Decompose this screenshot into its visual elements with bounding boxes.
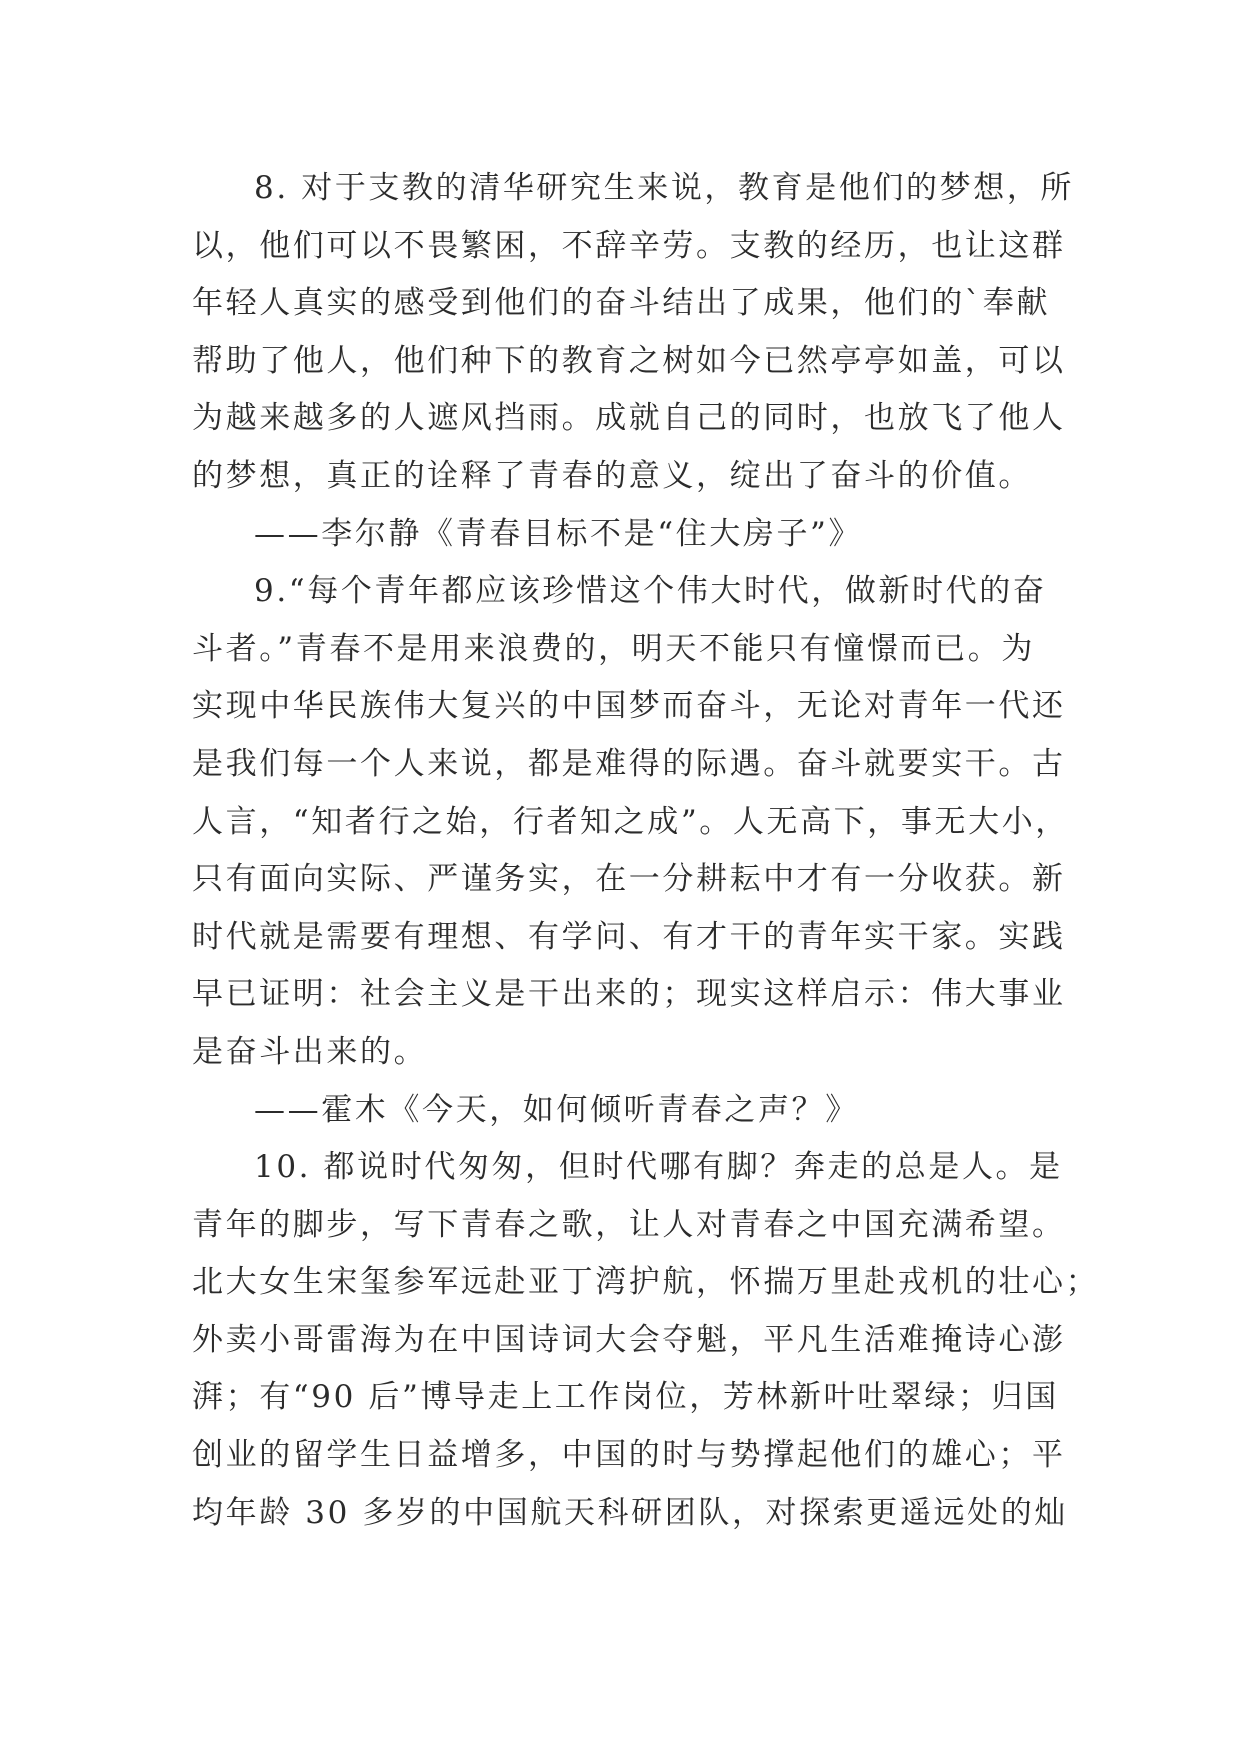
- paragraph-8-line-1: 8. 对于支教的清华研究生来说，教育是他们的梦想，所: [254, 170, 1075, 206]
- paragraph-8-line-6: 的梦想，真正的诠释了青春的意义，绽出了奋斗的价值。: [192, 457, 1032, 494]
- attribution-8: ——李尔静《青春目标不是“住大房子”》: [254, 515, 863, 552]
- paragraph-9-line-4: 是我们每一个人来说，都是难得的际遇。奋斗就要实干。古: [192, 745, 1066, 782]
- document-body: [192, 160, 1100, 1542]
- paragraph-9-line-1: 9.“每个青年都应该珍惜这个伟大时代，做新时代的奋: [254, 573, 1047, 610]
- paragraph-8-line-3: 年轻人真实的感受到他们的奋斗结出了成果，他们的`奉献: [192, 285, 1051, 322]
- paragraph-10-line-4: 外卖小哥雷海为在中国诗词大会夺魁，平凡生活难掩诗心澎: [192, 1321, 1066, 1358]
- paragraph-8-line-5: 为越来越多的人遮风挡雨。成就自己的同时，也放飞了他人: [192, 400, 1066, 437]
- paragraph-9-line-3: 实现中华民族伟大复兴的中国梦而奋斗，无论对青年一代还: [192, 688, 1066, 725]
- paragraph-10-line-2: 青年的脚步，写下青春之歌，让人对青春之中国充满希望。: [192, 1206, 1066, 1243]
- paragraph-10-line-1: 10. 都说时代匆匆，但时代哪有脚？奔走的总是人。是: [254, 1149, 1063, 1186]
- paragraph-9-line-2: 斗者。”青春不是用来浪费的，明天不能只有憧憬而已。为: [192, 630, 1035, 667]
- paragraph-10-line-7: 均年龄 30 多岁的中国航天科研团队，对探索更遥远处的灿: [192, 1494, 1068, 1531]
- paragraph-9-line-6: 只有面向实际、严谨务实，在一分耕耘中才有一分收获。新: [192, 861, 1066, 898]
- paragraph-9-line-7: 时代就是需要有理想、有学问、有才干的青年实干家。实践: [192, 918, 1066, 955]
- paragraph-10-line-3: 北大女生宋玺参军远赴亚丁湾护航，怀揣万里赴戎机的壮心；: [192, 1264, 1100, 1301]
- paragraph-9-line-9: 是奋斗出来的。: [192, 1033, 428, 1070]
- paragraph-10-line-6: 创业的留学生日益增多，中国的时与势撑起他们的雄心；平: [192, 1437, 1066, 1474]
- paragraph-10-line-5: 湃；有“90 后”博导走上工作岗位，芳林新叶吐翠绿；归国: [192, 1379, 1059, 1416]
- paragraph-9-line-8: 早已证明：社会主义是干出来的；现实这样启示：伟大事业: [192, 976, 1066, 1013]
- paragraph-8-line-2: 以，他们可以不畏繁困，不辞辛劳。支教的经历，也让这群: [192, 227, 1066, 264]
- attribution-9: ——霍木《今天，如何倾听青春之声？》: [254, 1091, 859, 1128]
- paragraph-9-line-5: 人言，“知者行之始，行者知之成”。人无高下，事无大小，: [192, 803, 1069, 840]
- paragraph-8-line-4: 帮助了他人，他们种下的教育之树如今已然亭亭如盖，可以: [192, 342, 1066, 379]
